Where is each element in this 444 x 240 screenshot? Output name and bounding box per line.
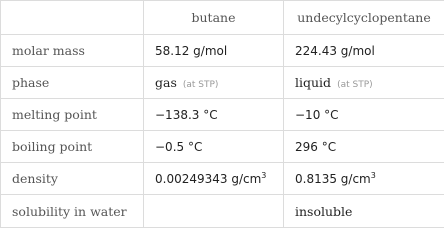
butane-boiling-point: −0.5 °C bbox=[144, 131, 284, 163]
undecylcyclopentane-phase: liquid bbox=[295, 74, 332, 90]
undecylcyclopentane-boiling-point: 296 °C bbox=[284, 131, 444, 163]
undecylcyclopentane-melting-point: −10 °C bbox=[284, 99, 444, 131]
butane-melting-point: −138.3 °C bbox=[144, 99, 284, 131]
row-label-density: density bbox=[1, 163, 144, 195]
undecylcyclopentane-density: 0.8135 g/cm bbox=[295, 171, 371, 186]
butane-molar-mass: 58.12 g/mol bbox=[144, 35, 284, 67]
row-label-phase: phase bbox=[1, 67, 144, 99]
table-row bbox=[1, 35, 444, 67]
butane-phase-note: (at STP) bbox=[182, 79, 219, 90]
butane-density: 0.00249343 g/cm bbox=[155, 171, 262, 186]
row-label-boiling-point: boiling point bbox=[1, 131, 144, 163]
table-row bbox=[1, 163, 444, 195]
butane-phase-cell bbox=[144, 67, 284, 99]
table-row bbox=[1, 131, 444, 163]
butane-density-exponent: 3 bbox=[261, 170, 267, 180]
butane-phase: gas bbox=[155, 74, 177, 90]
row-label-solubility-in-water: solubility in water bbox=[1, 195, 144, 228]
header-row bbox=[1, 1, 444, 35]
table-row bbox=[1, 99, 444, 131]
table-row bbox=[1, 67, 444, 99]
row-label-molar-mass: molar mass bbox=[1, 35, 144, 67]
undecylcyclopentane-solubility: insoluble bbox=[284, 195, 444, 228]
undecylcyclopentane-phase-cell bbox=[284, 67, 444, 99]
undecylcyclopentane-density-exponent: 3 bbox=[370, 170, 376, 180]
undecylcyclopentane-molar-mass: 224.43 g/mol bbox=[284, 35, 444, 67]
butane-density-cell bbox=[144, 163, 284, 195]
table-row bbox=[1, 195, 444, 228]
header-butane: butane bbox=[144, 1, 284, 35]
undecylcyclopentane-phase-note: (at STP) bbox=[337, 79, 373, 90]
corner-cell bbox=[1, 1, 144, 35]
row-label-melting-point: melting point bbox=[1, 99, 144, 131]
header-undecylcyclopentane: undecylcyclopentane bbox=[284, 1, 444, 35]
undecylcyclopentane-density-cell bbox=[284, 163, 444, 195]
butane-solubility bbox=[144, 195, 284, 228]
